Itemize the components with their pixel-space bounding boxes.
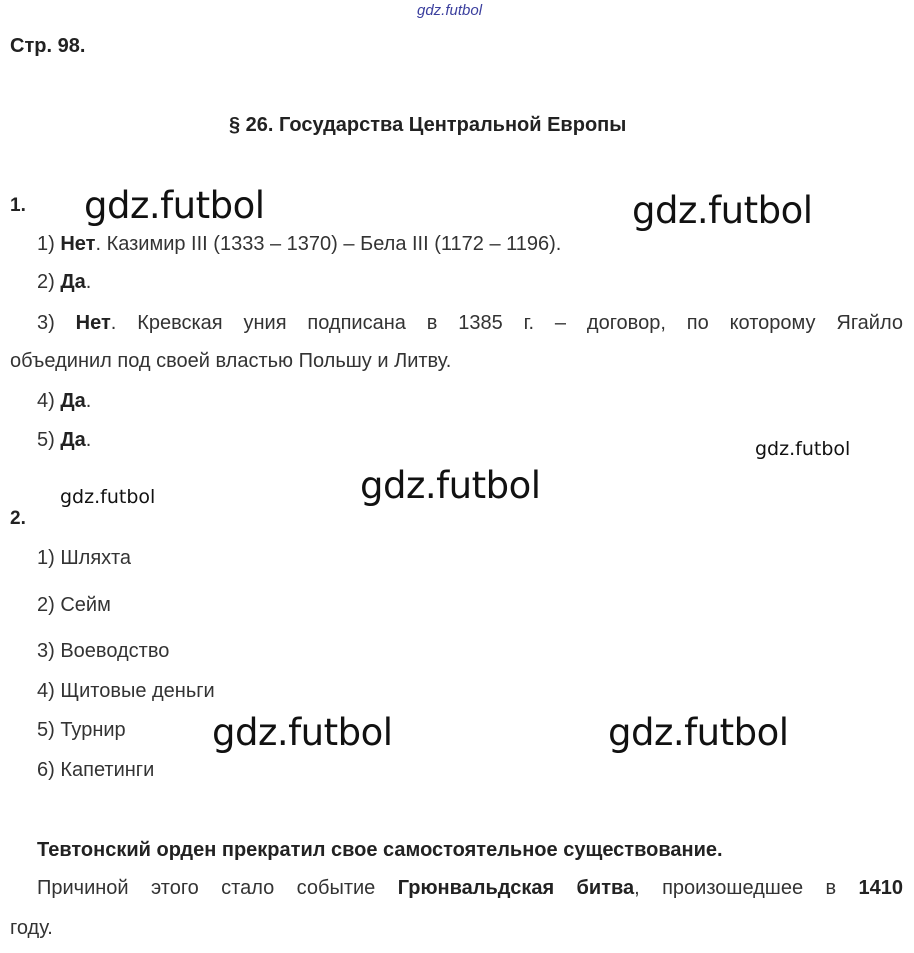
- task2-item: 6) Капетинги: [37, 759, 155, 781]
- task2-item: 3) Воеводство: [37, 640, 170, 662]
- task3-event: Грюнвальдская битва: [397, 877, 635, 899]
- task1-item-3-continuation: объединил под своей властью Польшу и Литву.: [10, 350, 452, 372]
- watermark: gdz.futbol: [755, 438, 851, 460]
- item-number: 4): [37, 390, 61, 412]
- item-number: 2): [37, 271, 61, 293]
- watermark: gdz.futbol: [84, 184, 265, 227]
- task3-heading: Тевтонский орден прекратил свое самостоятельное существование.: [37, 839, 723, 861]
- task3-text-end: году.: [10, 917, 53, 939]
- task3-text-middle: , произошедшее в: [634, 877, 859, 899]
- page-label: Стр. 98.: [10, 35, 86, 57]
- task3-paragraph: [37, 877, 903, 900]
- watermark-top: gdz.futbol: [417, 2, 483, 19]
- task2-number: 2.: [10, 508, 26, 529]
- item-text: .: [85, 429, 92, 451]
- watermark: gdz.futbol: [212, 711, 393, 754]
- item-answer: Да: [60, 390, 86, 412]
- task2-item: 1) Шляхта: [37, 547, 132, 569]
- page-title: § 26. Государства Центральной Европы: [229, 114, 627, 136]
- item-number: 5): [37, 429, 61, 451]
- task2-item: 4) Щитовые деньги: [37, 680, 215, 702]
- task2-item: 2) Сейм: [37, 594, 111, 616]
- item-answer: Нет: [75, 312, 111, 334]
- task1-item-1: [37, 233, 561, 256]
- watermark: gdz.futbol: [60, 486, 156, 508]
- item-text: .: [85, 271, 92, 293]
- task3-year: 1410: [858, 877, 903, 899]
- task1-item-2: [37, 271, 91, 294]
- task1-item-5: [37, 429, 91, 452]
- task3-text-before: Причиной этого стало событие: [37, 877, 398, 899]
- item-number: 1): [37, 233, 61, 255]
- item-answer: Да: [60, 429, 86, 451]
- item-text: . Кревская уния подписана в 1385 г. – договор, по которому Ягайло: [110, 312, 903, 334]
- task1-item-4: [37, 390, 91, 413]
- item-answer: Да: [60, 271, 86, 293]
- item-answer: Нет: [60, 233, 96, 255]
- item-text: . Казимир III (1333 – 1370) – Бела III (1172 – 1196).: [95, 233, 562, 255]
- watermark: gdz.futbol: [608, 711, 789, 754]
- task1-item-3: [10, 312, 903, 335]
- task2-item: 5) Турнир: [37, 719, 126, 741]
- item-text: .: [85, 390, 92, 412]
- watermark: gdz.futbol: [360, 464, 541, 507]
- item-number: 3): [37, 312, 76, 334]
- task1-number: 1.: [10, 195, 26, 216]
- watermark: gdz.futbol: [632, 189, 813, 232]
